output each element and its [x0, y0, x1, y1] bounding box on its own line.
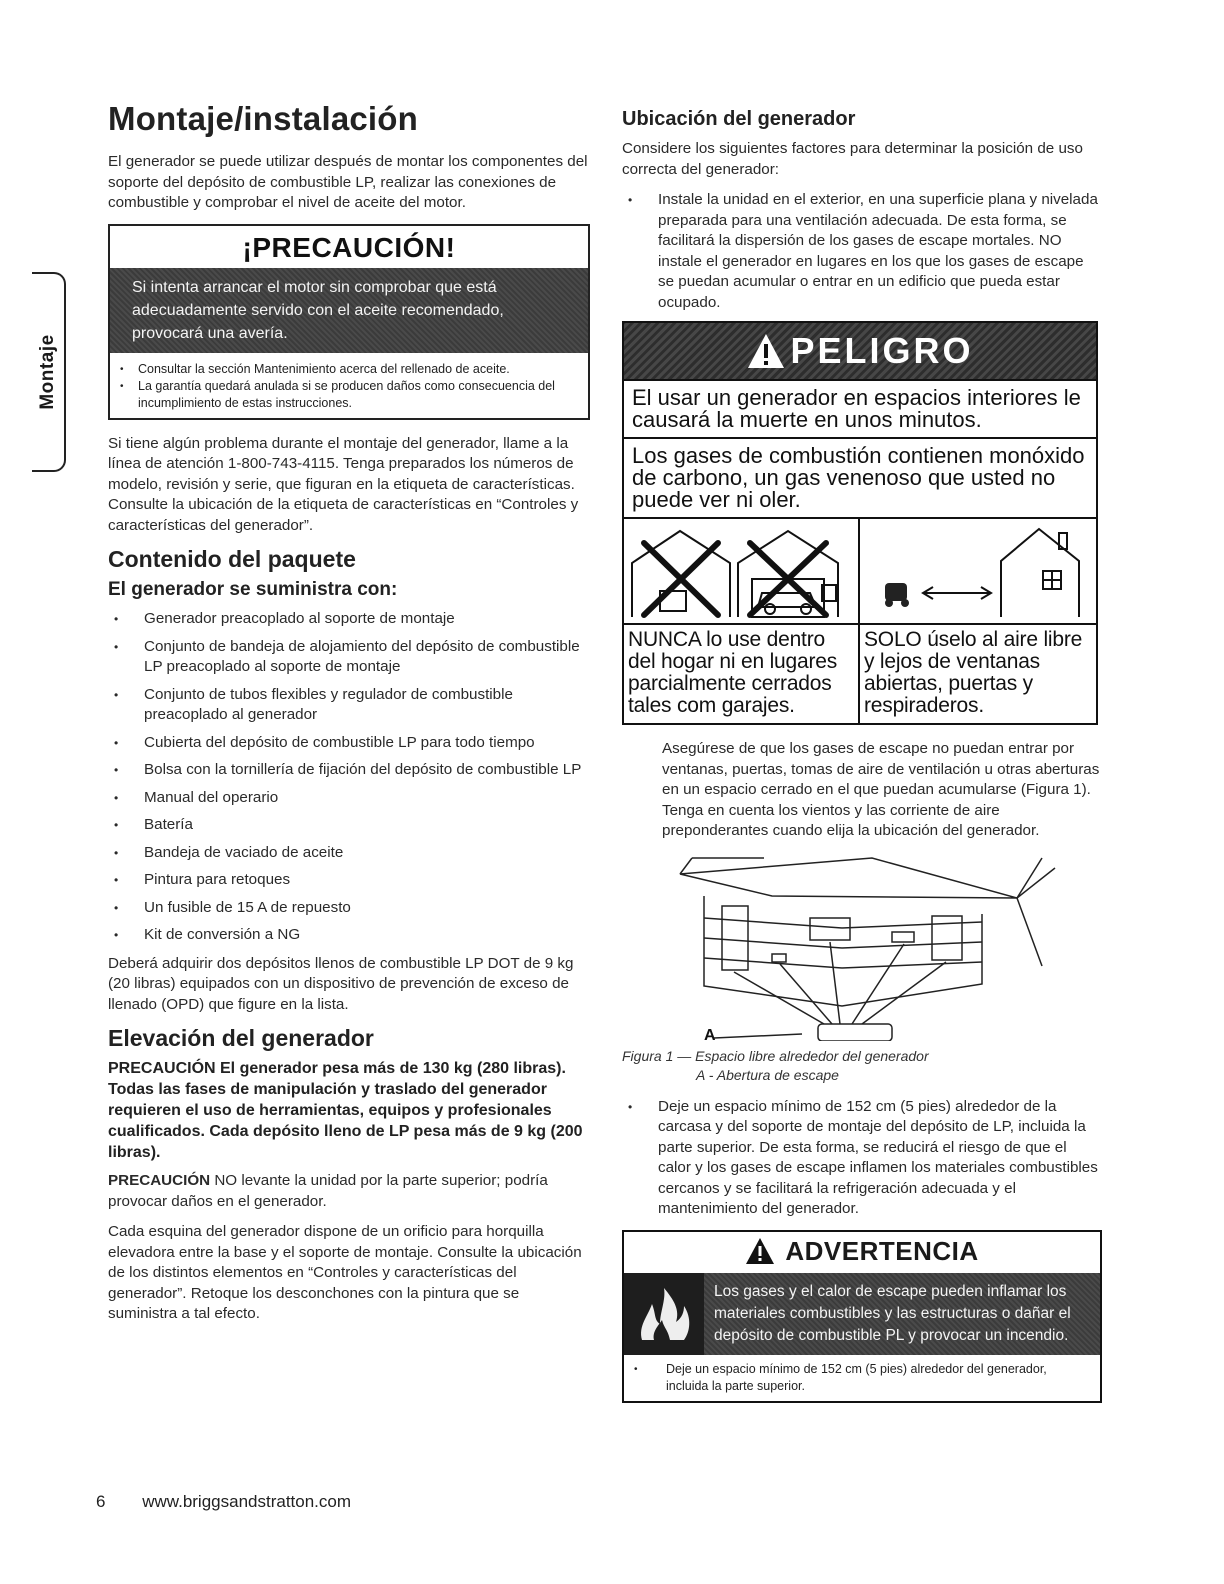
never-caption: NUNCA lo use dentro del hogar ni en lugares parcialmente cerrados tales com garajes.	[628, 628, 838, 717]
location-intro: Considere los siguientes factores para determinar la posición de uso correcta del generador:	[622, 140, 1083, 178]
figure-1	[622, 856, 1102, 1041]
figure-caption	[622, 1047, 1102, 1085]
danger-text-1: El usar un generador en espacios interiores le causará la muerte en unos minutos.	[624, 381, 1096, 439]
list-item: • Bolsa con la tornillería de fijación del depósito de combustible LP	[108, 760, 590, 781]
page-title: Montaje/instalación	[108, 100, 419, 137]
section-side-tab	[32, 272, 66, 472]
outdoor-distance-icon	[860, 519, 1096, 625]
caution-text: NO levante la unidad por la parte superior; podría provocar daños en el generador.	[108, 1172, 548, 1210]
warning-header	[624, 1232, 1100, 1273]
warning-triangle-icon	[746, 332, 786, 370]
warning-notes	[624, 1355, 1100, 1401]
package-title: Contenido del paquete	[108, 546, 356, 572]
danger-panel	[622, 321, 1098, 725]
figure-caption-sub: A - Abertura de escape	[696, 1066, 839, 1083]
clearance-list	[622, 1097, 1102, 1220]
caution-note: • Consultar la sección Mantenimiento acerca del rellenado de aceite.	[118, 361, 578, 378]
danger-only-cell	[860, 519, 1096, 723]
location-title: Ubicación del generador	[622, 108, 856, 130]
right-column	[622, 108, 1102, 1403]
exhaust-paragraph: Asegúrese de que los gases de escape no puedan entrar por ventanas, puertas, tomas de aire de ventilación u otras aberturas en un espacio cerrado en el que puedan acumularse (Figura 1). Tenga en cuenta los vientos y las corriente de aire preponderantes cuando elija la ubicación del generador.	[662, 740, 1100, 839]
caution-box	[108, 224, 590, 420]
list-item: • Deje un espacio mínimo de 152 cm (5 pies) alrededor de la carcasa y del soporte de montaje del depósito de LP, incluida la parte superior. De esta forma, se reducirá el riesgo de que el calor y los gases de escape inflamen los materiales combustibles cercanos y se facilitará la refrigeración adecuada y el mantenimiento del generador.	[622, 1097, 1102, 1220]
indoor-garage-crossed-icon	[624, 519, 858, 625]
warning-note: • Deje un espacio mínimo de 152 cm (5 pies) alrededor del generador, incluida la parte superior.	[632, 1361, 1090, 1395]
fire-icon	[624, 1273, 704, 1355]
caution-title: ¡PRECAUCIÓN!	[242, 231, 456, 263]
list-item: • Generador preacoplado al soporte de montaje	[108, 609, 590, 630]
lifting-paragraph: Cada esquina del generador dispone de un orificio para horquilla elevadora entre la base y el soporte de montaje. Consulte la ubicación de los distintos elementos en “Controles y características del generador”. Retoque los desconchones con la pintura que se suministra a tal efecto.	[108, 1223, 582, 1322]
list-item: • Conjunto de tubos flexibles y regulador de combustible preacoplado al generador	[108, 685, 590, 726]
location-list	[622, 190, 1102, 313]
warning-triangle-icon	[745, 1237, 775, 1265]
danger-grid	[624, 519, 1096, 723]
only-caption: SOLO úselo al aire libre y lejos de ventanas abiertas, puertas y respiraderos.	[864, 628, 1083, 717]
list-item: • Conjunto de bandeja de alojamiento del depósito de combustible LP preacoplado al soporte de montaje	[108, 637, 590, 678]
footer-url: www.briggsandstratton.com	[142, 1492, 352, 1511]
danger-text-2: Los gases de combustión contienen monóxido de carbono, un gas venenoso que usted no puede ver ni oler.	[624, 439, 1096, 519]
figure-label-a: A	[704, 1026, 716, 1041]
figure-caption-main: Figura 1 — Espacio libre alrededor del generador	[622, 1047, 929, 1064]
help-paragraph: Si tiene algún problema durante el montaje del generador, llame a la línea de atención 1-800-743-4115. Tenga preparados los números de modelo, revisión y serie, que figuran en la etiqueta de características. Consulte la ubicación de la etiqueta de características en “Controles y características del generador”.	[108, 434, 579, 534]
list-item: • Pintura para retoques	[108, 870, 590, 891]
left-column	[108, 100, 590, 1335]
warning-body	[624, 1273, 1100, 1355]
list-item: • Bandeja de vaciado de aceite	[108, 843, 590, 864]
lifting-caution-2	[108, 1171, 590, 1212]
list-item: • Instale la unidad en el exterior, en una superficie plana y nivelada preparada para una ventilación adecuada. De esta forma, se facilitará la dispersión de los gases de escape mortales. NO instale el generador en lugares en los que los gases de escape se puedan acumular o entrar en un edificio que pueda estar ocupado.	[622, 190, 1102, 313]
side-tab-label: Montaje	[37, 334, 58, 410]
warning-message: Los gases y el calor de escape pueden inflamar los materiales combustibles y las estructuras o dañar el depósito de combustible PL y provocar un incendio.	[704, 1273, 1100, 1355]
intro-paragraph: El generador se puede utilizar después de montar los componentes del soporte del depósito de combustible LP, realizar las conexiones de combustible y comprobar el nivel de aceite del motor.	[108, 153, 588, 211]
danger-never-cell	[624, 519, 860, 723]
lifting-title: Elevación del generador	[108, 1025, 374, 1051]
house-generator-illustration	[622, 856, 1102, 1041]
footer	[96, 1492, 351, 1512]
caution-note: • La garantía quedará anulada si se producen daños como consecuencia del incumplimiento de estas instrucciones.	[118, 378, 578, 412]
warning-box	[622, 1230, 1102, 1403]
list-item: • Kit de conversión a NG	[108, 925, 590, 946]
list-item: • Manual del operario	[108, 788, 590, 809]
caution-message: Si intenta arrancar el motor sin comprobar que está adecuadamente servido con el aceite recomendado, provocará una avería.	[110, 268, 588, 353]
caution-lead: PRECAUCIÓN	[108, 1172, 211, 1189]
list-item: • Cubierta del depósito de combustible LP para todo tiempo	[108, 733, 590, 754]
package-list	[108, 609, 590, 946]
list-item: • Batería	[108, 815, 590, 836]
warning-title: ADVERTENCIA	[785, 1235, 979, 1266]
package-note: Deberá adquirir dos depósitos llenos de combustible LP DOT de 9 kg (20 libras) equipados con un dispositivo de prevención de exceso de llenado (OPD) que figure en la lista.	[108, 954, 574, 1013]
caution-notes	[110, 353, 588, 418]
danger-title: PELIGRO	[790, 330, 974, 371]
page-number: 6	[96, 1492, 106, 1511]
package-subtitle: El generador se suministra con:	[108, 579, 398, 600]
list-item: • Un fusible de 15 A de repuesto	[108, 898, 590, 919]
danger-banner	[624, 323, 1096, 381]
lifting-caution: PRECAUCIÓN El generador pesa más de 130 kg (280 libras). Todas las fases de manipulación y traslado del generador requieren el uso de herramientas, equipos y profesionales cualificados. Cada depósito lleno de LP pesa más de 9 kg (200 libras).	[108, 1060, 583, 1161]
